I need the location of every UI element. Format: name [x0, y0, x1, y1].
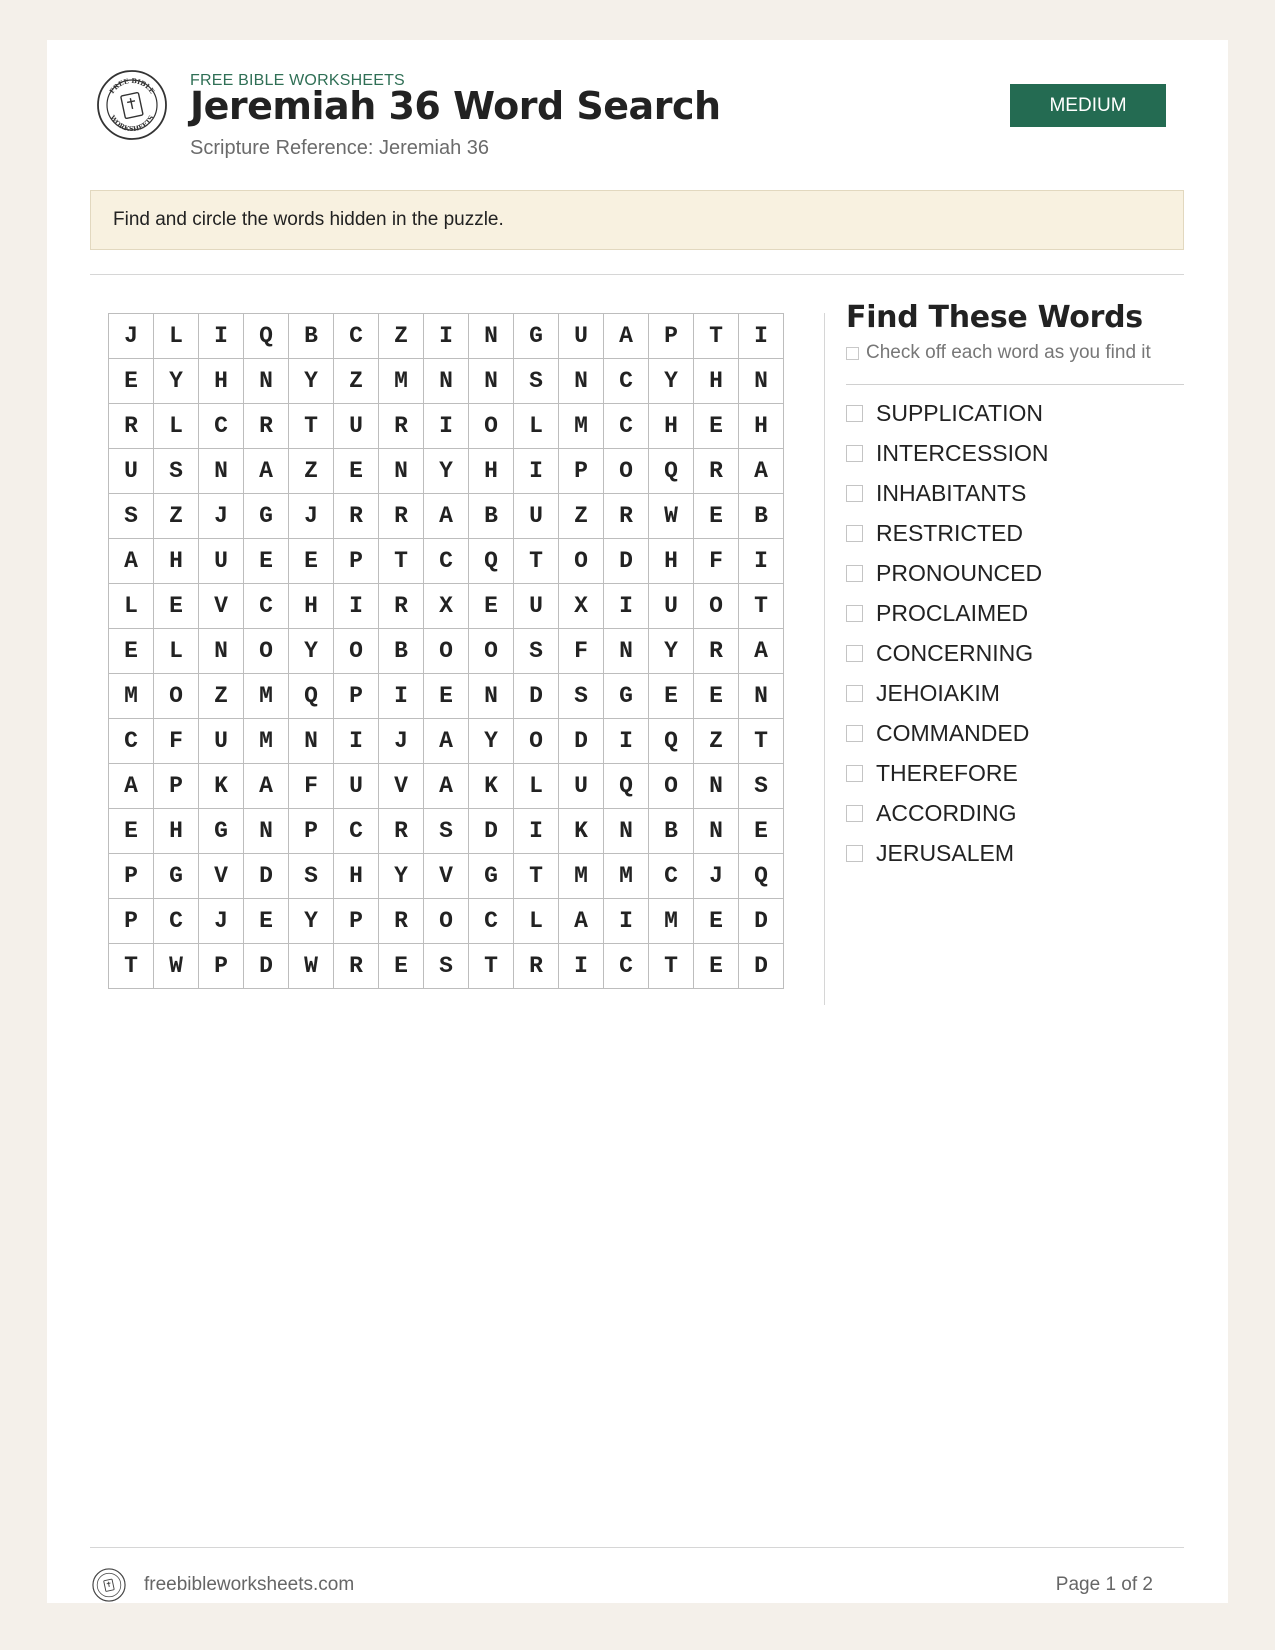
grid-cell: Z — [559, 494, 604, 539]
grid-row — [109, 899, 784, 944]
word-list-title: Find These Words — [846, 300, 1143, 335]
grid-cell: I — [739, 314, 784, 359]
grid-cell: T — [739, 719, 784, 764]
grid-cell: O — [244, 629, 289, 674]
grid-cell: M — [559, 404, 604, 449]
grid-cell: L — [514, 899, 559, 944]
grid-cell: U — [199, 539, 244, 584]
grid-cell: O — [154, 674, 199, 719]
grid-row — [109, 629, 784, 674]
grid-cell: E — [244, 899, 289, 944]
bible-seal-logo-icon — [96, 69, 168, 141]
grid-cell: Q — [244, 314, 289, 359]
grid-cell: W — [289, 944, 334, 989]
grid-cell: M — [244, 674, 289, 719]
word-checkbox[interactable] — [846, 445, 863, 462]
grid-cell: S — [289, 854, 334, 899]
grid-cell: N — [604, 629, 649, 674]
grid-cell: I — [604, 899, 649, 944]
word-list — [846, 393, 1184, 873]
grid-cell: S — [559, 674, 604, 719]
word-checkbox[interactable] — [846, 645, 863, 662]
grid-cell: Q — [649, 719, 694, 764]
footer-website: freebibleworksheets.com — [144, 1574, 355, 1595]
grid-row — [109, 674, 784, 719]
grid-cell: U — [514, 494, 559, 539]
grid-cell: L — [514, 764, 559, 809]
word-list-hint — [846, 340, 1184, 366]
grid-cell: O — [424, 899, 469, 944]
grid-cell: Y — [649, 629, 694, 674]
grid-cell: U — [559, 764, 604, 809]
grid-cell: N — [244, 359, 289, 404]
grid-cell: E — [109, 359, 154, 404]
grid-cell: R — [379, 899, 424, 944]
word-label: RESTRICTED — [876, 519, 1023, 546]
grid-cell: V — [424, 854, 469, 899]
grid-cell: U — [649, 584, 694, 629]
grid-cell: N — [739, 674, 784, 719]
grid-cell: M — [244, 719, 289, 764]
word-list-item — [846, 753, 1184, 793]
grid-cell: G — [244, 494, 289, 539]
grid-cell: C — [199, 404, 244, 449]
grid-cell: S — [514, 629, 559, 674]
grid-cell: H — [154, 809, 199, 854]
footer-logo-icon — [92, 1568, 126, 1602]
grid-cell: H — [739, 404, 784, 449]
grid-cell: Y — [649, 359, 694, 404]
grid-cell: R — [379, 494, 424, 539]
grid-cell: N — [289, 719, 334, 764]
grid-cell: O — [694, 584, 739, 629]
word-checkbox[interactable] — [846, 805, 863, 822]
grid-cell: U — [109, 449, 154, 494]
grid-cell: M — [559, 854, 604, 899]
grid-cell: U — [514, 584, 559, 629]
grid-cell: I — [199, 314, 244, 359]
grid-cell: R — [379, 404, 424, 449]
grid-cell: E — [694, 674, 739, 719]
grid-cell: C — [649, 854, 694, 899]
word-label: PRONOUNCED — [876, 559, 1043, 586]
grid-cell: R — [334, 494, 379, 539]
word-list-divider — [846, 384, 1184, 385]
grid-cell: F — [154, 719, 199, 764]
grid-row — [109, 764, 784, 809]
grid-row — [109, 719, 784, 764]
grid-cell: C — [604, 404, 649, 449]
grid-cell: I — [514, 449, 559, 494]
grid-cell: L — [154, 629, 199, 674]
grid-cell: S — [739, 764, 784, 809]
grid-cell: F — [559, 629, 604, 674]
word-label: SUPPLICATION — [876, 399, 1043, 426]
grid-cell: D — [244, 854, 289, 899]
grid-cell: N — [469, 674, 514, 719]
grid-cell: I — [379, 674, 424, 719]
grid-row — [109, 854, 784, 899]
word-checkbox[interactable] — [846, 685, 863, 702]
grid-cell: I — [424, 314, 469, 359]
grid-cell: N — [244, 809, 289, 854]
grid-cell: H — [694, 359, 739, 404]
grid-row — [109, 539, 784, 584]
grid-cell: C — [334, 809, 379, 854]
grid-cell: Y — [289, 629, 334, 674]
grid-cell: Y — [469, 719, 514, 764]
grid-cell: F — [694, 539, 739, 584]
word-label: COMMANDED — [876, 719, 1030, 746]
svg-text:FREE BIBLE: FREE BIBLE — [107, 76, 157, 96]
grid-cell: Z — [289, 449, 334, 494]
grid-cell: Z — [694, 719, 739, 764]
grid-cell: S — [424, 809, 469, 854]
grid-cell: S — [424, 944, 469, 989]
grid-cell: E — [649, 674, 694, 719]
grid-cell: P — [649, 314, 694, 359]
grid-cell: Z — [154, 494, 199, 539]
grid-cell: C — [109, 719, 154, 764]
worksheet-page — [47, 40, 1228, 1603]
grid-cell: T — [739, 584, 784, 629]
word-list-panel — [846, 298, 1184, 873]
grid-cell: E — [154, 584, 199, 629]
grid-cell: R — [379, 809, 424, 854]
grid-cell: T — [469, 944, 514, 989]
column-divider — [824, 313, 825, 1005]
grid-cell: E — [694, 899, 739, 944]
grid-cell: O — [469, 404, 514, 449]
grid-cell: E — [244, 539, 289, 584]
word-list-item — [846, 713, 1184, 753]
grid-cell: A — [424, 764, 469, 809]
instructions-box: Find and circle the words hidden in the puzzle. — [90, 190, 1184, 250]
word-list-hint-text: Check off each word as you find it — [866, 342, 1151, 363]
word-list-item — [846, 793, 1184, 833]
grid-cell: O — [559, 539, 604, 584]
grid-cell: Y — [379, 854, 424, 899]
grid-cell: D — [739, 899, 784, 944]
grid-cell: E — [109, 629, 154, 674]
grid-row — [109, 944, 784, 989]
grid-cell: O — [649, 764, 694, 809]
grid-cell: Q — [469, 539, 514, 584]
grid-cell: B — [469, 494, 514, 539]
grid-cell: Q — [739, 854, 784, 899]
word-label: INHABITANTS — [876, 479, 1027, 506]
word-checkbox[interactable] — [846, 765, 863, 782]
grid-cell: R — [694, 629, 739, 674]
grid-cell: I — [334, 719, 379, 764]
grid-row — [109, 584, 784, 629]
grid-cell: A — [109, 764, 154, 809]
grid-cell: F — [289, 764, 334, 809]
hint-checkbox-icon — [846, 347, 859, 360]
grid-cell: B — [649, 809, 694, 854]
grid-cell: H — [199, 359, 244, 404]
grid-cell: N — [694, 764, 739, 809]
grid-cell: K — [199, 764, 244, 809]
difficulty-badge: MEDIUM — [1010, 84, 1166, 127]
grid-cell: Z — [334, 359, 379, 404]
grid-cell: U — [199, 719, 244, 764]
grid-cell: J — [199, 899, 244, 944]
grid-cell: E — [694, 494, 739, 539]
grid-cell: D — [739, 944, 784, 989]
grid-cell: C — [469, 899, 514, 944]
grid-cell: M — [649, 899, 694, 944]
grid-cell: H — [154, 539, 199, 584]
grid-cell: B — [739, 494, 784, 539]
grid-cell: O — [604, 449, 649, 494]
word-label: JEHOIAKIM — [876, 679, 1000, 706]
grid-cell: H — [649, 539, 694, 584]
grid-cell: T — [514, 854, 559, 899]
grid-cell: J — [694, 854, 739, 899]
grid-cell: V — [199, 854, 244, 899]
grid-cell: A — [739, 629, 784, 674]
grid-cell: H — [649, 404, 694, 449]
grid-cell: L — [154, 314, 199, 359]
grid-cell: E — [379, 944, 424, 989]
grid-cell: V — [199, 584, 244, 629]
grid-cell: H — [469, 449, 514, 494]
grid-cell: T — [694, 314, 739, 359]
grid-cell: C — [334, 314, 379, 359]
grid-cell: N — [424, 359, 469, 404]
word-list-item — [846, 553, 1184, 593]
grid-cell: C — [244, 584, 289, 629]
grid-row — [109, 314, 784, 359]
grid-cell: E — [739, 809, 784, 854]
word-label: INTERCESSION — [876, 439, 1049, 466]
grid-cell: B — [379, 629, 424, 674]
grid-cell: S — [514, 359, 559, 404]
grid-cell: Q — [649, 449, 694, 494]
grid-cell: N — [379, 449, 424, 494]
grid-cell: J — [199, 494, 244, 539]
word-list-item — [846, 393, 1184, 433]
grid-cell: N — [199, 449, 244, 494]
grid-cell: Y — [154, 359, 199, 404]
grid-cell: R — [694, 449, 739, 494]
grid-cell: P — [109, 854, 154, 899]
grid-cell: R — [514, 944, 559, 989]
grid-cell: C — [604, 944, 649, 989]
grid-cell: G — [469, 854, 514, 899]
grid-cell: A — [739, 449, 784, 494]
grid-cell: D — [244, 944, 289, 989]
grid-cell: K — [559, 809, 604, 854]
grid-row — [109, 449, 784, 494]
word-list-item — [846, 633, 1184, 673]
grid-cell: G — [604, 674, 649, 719]
grid-cell: A — [424, 719, 469, 764]
word-list-item — [846, 673, 1184, 713]
grid-cell: Q — [604, 764, 649, 809]
grid-cell: I — [334, 584, 379, 629]
grid-cell: P — [334, 899, 379, 944]
grid-cell: N — [559, 359, 604, 404]
grid-cell: G — [154, 854, 199, 899]
word-checkbox[interactable] — [846, 565, 863, 582]
grid-cell: A — [244, 449, 289, 494]
grid-cell: Y — [289, 899, 334, 944]
grid-cell: N — [739, 359, 784, 404]
grid-cell: T — [109, 944, 154, 989]
word-list-item — [846, 593, 1184, 633]
grid-cell: N — [694, 809, 739, 854]
grid-cell: B — [289, 314, 334, 359]
grid-cell: I — [739, 539, 784, 584]
grid-cell: U — [559, 314, 604, 359]
grid-cell: A — [244, 764, 289, 809]
word-label: JERUSALEM — [876, 839, 1015, 866]
grid-cell: M — [379, 359, 424, 404]
grid-cell: G — [199, 809, 244, 854]
grid-cell: Y — [289, 359, 334, 404]
grid-cell: X — [559, 584, 604, 629]
grid-cell: K — [469, 764, 514, 809]
grid-cell: N — [469, 359, 514, 404]
grid-cell: E — [334, 449, 379, 494]
grid-cell: A — [604, 314, 649, 359]
grid-cell: N — [199, 629, 244, 674]
grid-cell: R — [109, 404, 154, 449]
grid-cell: E — [109, 809, 154, 854]
grid-cell: S — [154, 449, 199, 494]
grid-cell: T — [289, 404, 334, 449]
grid-cell: H — [334, 854, 379, 899]
grid-cell: I — [559, 944, 604, 989]
grid-cell: M — [109, 674, 154, 719]
word-checkbox[interactable] — [846, 845, 863, 862]
grid-cell: E — [289, 539, 334, 584]
grid-cell: P — [109, 899, 154, 944]
scripture-reference: Scripture Reference: Jeremiah 36 — [190, 137, 490, 159]
grid-cell: C — [154, 899, 199, 944]
grid-cell: A — [424, 494, 469, 539]
grid-cell: R — [604, 494, 649, 539]
page-number: Page 1 of 2 — [1055, 1574, 1153, 1595]
svg-text:WORKSHEETS: WORKSHEETS — [108, 113, 156, 134]
grid-cell: D — [559, 719, 604, 764]
word-list-item — [846, 433, 1184, 473]
grid-cell: W — [649, 494, 694, 539]
grid-cell: T — [514, 539, 559, 584]
grid-cell: R — [334, 944, 379, 989]
grid-cell: U — [334, 404, 379, 449]
grid-cell: T — [649, 944, 694, 989]
grid-cell: E — [469, 584, 514, 629]
grid-cell: U — [334, 764, 379, 809]
page-title: Jeremiah 36 Word Search — [190, 84, 721, 128]
word-list-item — [846, 833, 1184, 873]
grid-cell: W — [154, 944, 199, 989]
word-list-item — [846, 513, 1184, 553]
grid-cell: N — [604, 809, 649, 854]
grid-cell: S — [109, 494, 154, 539]
grid-cell: L — [154, 404, 199, 449]
grid-cell: E — [694, 404, 739, 449]
grid-cell: I — [424, 404, 469, 449]
grid-cell: O — [514, 719, 559, 764]
grid-cell: R — [244, 404, 289, 449]
grid-cell: C — [604, 359, 649, 404]
word-checkbox[interactable] — [846, 405, 863, 422]
grid-cell: D — [469, 809, 514, 854]
grid-row — [109, 359, 784, 404]
brand-label: FREE BIBLE WORKSHEETS — [190, 72, 405, 89]
grid-cell: N — [469, 314, 514, 359]
grid-cell: D — [604, 539, 649, 584]
footer-divider — [90, 1547, 1184, 1548]
grid-cell: E — [694, 944, 739, 989]
word-search-grid — [108, 313, 784, 989]
word-checkbox[interactable] — [846, 485, 863, 502]
grid-cell: O — [334, 629, 379, 674]
grid-cell: E — [424, 674, 469, 719]
word-label: CONCERNING — [876, 639, 1034, 666]
grid-row — [109, 809, 784, 854]
word-checkbox[interactable] — [846, 525, 863, 542]
grid-cell: R — [379, 584, 424, 629]
word-checkbox[interactable] — [846, 725, 863, 742]
grid-cell: A — [109, 539, 154, 584]
word-list-item — [846, 473, 1184, 513]
grid-cell: P — [154, 764, 199, 809]
grid-cell: A — [559, 899, 604, 944]
grid-cell: L — [109, 584, 154, 629]
grid-cell: I — [604, 719, 649, 764]
grid-cell: X — [424, 584, 469, 629]
grid-row — [109, 404, 784, 449]
section-divider — [90, 274, 1184, 275]
grid-cell: P — [289, 809, 334, 854]
grid-cell: C — [424, 539, 469, 584]
grid-cell: M — [604, 854, 649, 899]
grid-cell: H — [289, 584, 334, 629]
grid-cell: O — [469, 629, 514, 674]
word-checkbox[interactable] — [846, 605, 863, 622]
grid-cell: D — [514, 674, 559, 719]
grid-row — [109, 494, 784, 539]
grid-cell: Y — [424, 449, 469, 494]
grid-cell: J — [289, 494, 334, 539]
grid-cell: P — [334, 539, 379, 584]
grid-cell: P — [559, 449, 604, 494]
grid-cell: I — [514, 809, 559, 854]
grid-cell: L — [514, 404, 559, 449]
grid-cell: Z — [199, 674, 244, 719]
grid-cell: O — [424, 629, 469, 674]
grid-cell: G — [514, 314, 559, 359]
grid-cell: J — [109, 314, 154, 359]
grid-cell: Z — [379, 314, 424, 359]
grid-cell: T — [379, 539, 424, 584]
grid-cell: Q — [289, 674, 334, 719]
grid-cell: V — [379, 764, 424, 809]
grid-cell: J — [379, 719, 424, 764]
grid-cell: P — [334, 674, 379, 719]
word-label: ACCORDING — [876, 799, 1017, 826]
word-label: THEREFORE — [876, 759, 1018, 786]
grid-cell: I — [604, 584, 649, 629]
word-label: PROCLAIMED — [876, 599, 1029, 626]
grid-cell: P — [199, 944, 244, 989]
